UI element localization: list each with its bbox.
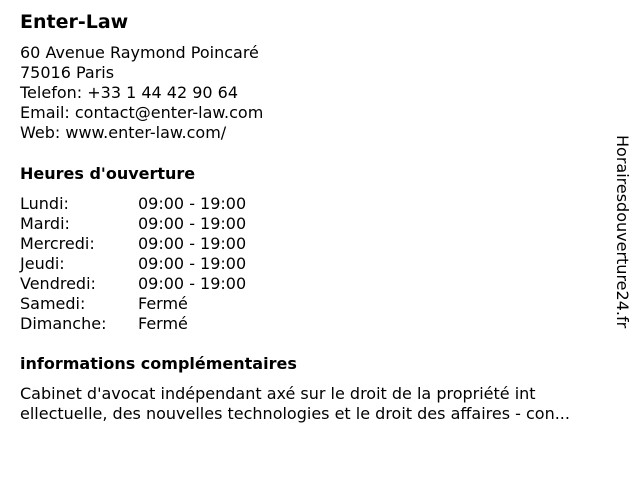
hours-day: Vendredi: <box>20 274 96 293</box>
hours-day: Samedi: <box>20 294 86 313</box>
hours-day: Mardi: <box>20 214 70 233</box>
site-watermark: Horairesdouverture24.fr <box>613 135 632 329</box>
hours-day: Lundi: <box>20 194 69 213</box>
hours-day: Mercredi: <box>20 234 95 253</box>
contact-block <box>20 43 263 143</box>
business-name: Enter-Law <box>20 11 129 33</box>
hours-time: Fermé <box>138 294 188 313</box>
hours-time: Fermé <box>138 314 188 333</box>
additional-info-heading: informations complémentaires <box>20 354 297 373</box>
hours-time: 09:00 - 19:00 <box>138 254 247 273</box>
address-street: 60 Avenue Raymond Poincaré <box>20 43 259 62</box>
description-line: ellectuelle, des nouvelles technologies et le droit des affaires - con... <box>20 404 570 423</box>
hours-time: 09:00 - 19:00 <box>138 234 247 253</box>
address-city: 75016 Paris <box>20 63 115 82</box>
hours-time: 09:00 - 19:00 <box>138 214 247 233</box>
hours-day: Jeudi: <box>20 254 65 273</box>
hours-day: Dimanche: <box>20 314 107 333</box>
email-address: Email: contact@enter-law.com <box>20 103 264 122</box>
hours-heading: Heures d'ouverture <box>20 164 196 183</box>
website-address: Web: www.enter-law.com/ <box>20 123 227 142</box>
phone-number: Telefon: +33 1 44 42 90 64 <box>20 83 239 102</box>
business-description <box>20 384 620 424</box>
hours-time: 09:00 - 19:00 <box>138 274 247 293</box>
description-line: Cabinet d'avocat indépendant axé sur le droit de la propriété int <box>20 384 536 403</box>
hours-time: 09:00 - 19:00 <box>138 194 247 213</box>
